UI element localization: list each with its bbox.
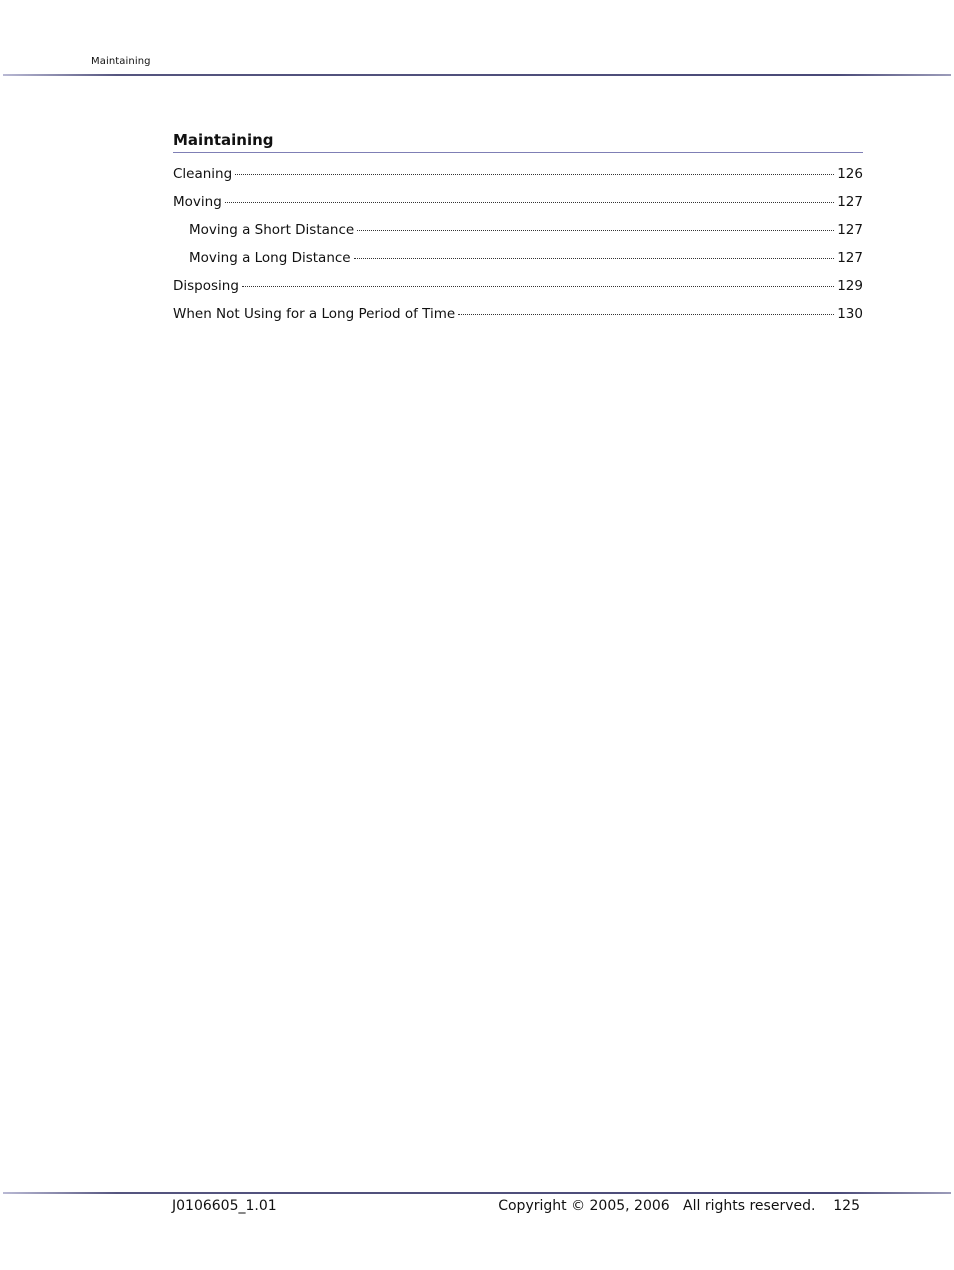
toc-entry-page: 127 [837,222,863,238]
toc-leader-dots [458,314,834,315]
toc-entry-page: 126 [837,166,863,182]
table-of-contents [173,131,863,334]
header-rule [3,74,951,76]
toc-entry-title: Cleaning [173,166,233,182]
toc-entry-page: 127 [837,250,863,266]
toc-leader-dots [357,230,834,231]
toc-entry-page: 127 [837,194,863,210]
footer-right [498,1198,860,1214]
toc-entry-title: When Not Using for a Long Period of Time [173,306,456,322]
footer-doc-id: J0106605_1.01 [172,1198,277,1214]
toc-entry-cleaning[interactable] [173,166,863,194]
footer-rule [3,1192,951,1194]
footer-copyright: Copyright © 2005, 2006 All rights reserved. [498,1198,816,1214]
toc-entry-title: Moving a Short Distance [189,222,355,238]
toc-entry-page: 130 [837,306,863,322]
toc-leader-dots [242,286,834,287]
toc-entry-moving-short-distance[interactable] [173,222,863,250]
toc-entry-long-period[interactable] [173,306,863,334]
toc-entry-page: 129 [837,278,863,294]
toc-list [173,166,863,334]
toc-leader-dots [354,258,835,259]
toc-entry-title: Disposing [173,278,239,294]
toc-entry-disposing[interactable] [173,278,863,306]
footer-spacer [815,1198,833,1214]
toc-heading: Maintaining [173,131,863,153]
toc-leader-dots [235,174,834,175]
toc-entry-moving[interactable] [173,194,863,222]
toc-entry-title: Moving a Long Distance [189,250,351,266]
running-header: Maintaining [91,56,151,67]
toc-entry-title: Moving [173,194,222,210]
footer-page-number: 125 [833,1198,860,1214]
toc-entry-moving-long-distance[interactable] [173,250,863,278]
toc-leader-dots [225,202,834,203]
